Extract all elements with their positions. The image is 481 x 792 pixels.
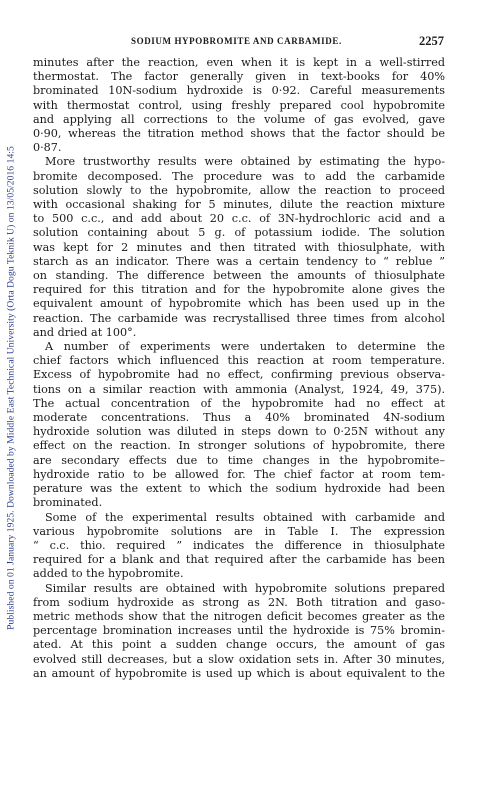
- text-line: an amount of hypobromite is used up which is about equivalent to the: [33, 666, 445, 680]
- text-line: brominated.: [33, 496, 103, 510]
- text-line: moderate concentrations. Thus a 40% brominated 4N-sodium: [33, 411, 445, 425]
- text-line: perature was the extent to which the sodium hydroxide had been: [33, 482, 445, 496]
- text-line: and applying all corrections to the volume of gas evolved, gave: [33, 112, 445, 126]
- text-line: various hypobromite solutions are in Table I. The expression: [33, 524, 445, 538]
- text-line: reaction. The carbamide was recrystallised three times from alcohol: [33, 311, 445, 325]
- page-number: 2257: [419, 34, 444, 48]
- text-line: Excess of hypobromite had no effect, confirming previous observa-: [33, 368, 445, 382]
- text-line: equivalent amount of hypobromite which has been used up in the: [33, 297, 445, 311]
- text-line: “ c.c. thio. required ” indicates the difference in thiosulphate: [33, 538, 445, 552]
- running-head: [33, 34, 445, 52]
- text-line: hydroxide solution was diluted in steps down to 0·25N without any: [33, 425, 445, 439]
- text-line: minutes after the reaction, even when it is kept in a well-stirred: [33, 56, 445, 69]
- text-line: ated. At this point a sudden change occurs, the amount of gas: [33, 638, 445, 652]
- text-line: solution slowly to the hypobromite, allow the reaction to proceed: [33, 183, 445, 197]
- running-title: SODIUM HYPOBROMITE AND CARBAMIDE.: [131, 36, 342, 46]
- text-line: 0·87.: [33, 141, 62, 155]
- article-body: [33, 56, 445, 681]
- text-line: added to the hypobromite.: [33, 567, 184, 581]
- text-line: metric methods show that the nitrogen deficit becomes greater as the: [33, 609, 445, 623]
- text-line: with thermostat control, using freshly prepared cool hypobromite: [33, 98, 445, 112]
- text-line: A number of experiments were undertaken to determine the: [45, 340, 445, 354]
- text-line: 0·90, whereas the titration method shows that the factor should be: [33, 127, 445, 141]
- text-line: The actual concentration of the hypobromite had no effect at: [33, 396, 445, 410]
- text-line: required for a blank and that required after the carbamide has been: [33, 553, 445, 567]
- text-line: required for this titration and for the hypobromite alone gives the: [33, 283, 445, 297]
- text-line: tions on a similar reaction with ammonia (Analyst, 1924, 49, 375).: [33, 382, 445, 396]
- text-line: chief factors which influenced this reaction at room temperature.: [33, 354, 445, 368]
- text-line: are secondary effects due to time changes in the hypobromite–: [33, 453, 445, 467]
- text-line: percentage bromination increases until the hydroxide is 75% bromin-: [33, 624, 445, 638]
- paragraph: [33, 582, 445, 681]
- paragraph: [33, 511, 445, 582]
- text-line: solution containing about 5 g. of potassium iodide. The solution: [33, 226, 445, 240]
- text-line: from sodium hydroxide as strong as 2N. Both titration and gaso-: [33, 595, 445, 609]
- download-watermark-text: Published on 01 January 1925. Downloaded by Middle East Technical University (Orta Dogu Teknik U) on 13/05/2016 14:5: [5, 146, 17, 630]
- journal-page: [33, 34, 445, 774]
- text-line: effect on the reaction. In stronger solutions of hypobromite, there: [33, 439, 445, 453]
- download-watermark-strip: [0, 0, 22, 792]
- text-line: bromite decomposed. The procedure was to add the carbamide: [33, 169, 445, 183]
- text-line: with occasional shaking for 5 minutes, dilute the reaction mixture: [33, 198, 445, 212]
- text-line: thermostat. The factor generally given in text-books for 40%: [33, 70, 445, 84]
- paragraph: [33, 155, 445, 340]
- paragraph: [33, 340, 445, 510]
- text-line: More trustworthy results were obtained by estimating the hypo-: [45, 155, 445, 169]
- text-line: on standing. The difference between the amounts of thiosulphate: [33, 269, 445, 283]
- text-line: Some of the experimental results obtained with carbamide and: [45, 510, 445, 524]
- text-line: evolved still decreases, but a slow oxidation sets in. After 30 minutes,: [33, 652, 445, 666]
- text-line: to 500 c.c., and add about 20 c.c. of 3N-hydrochloric acid and a: [33, 212, 445, 226]
- text-line: and dried at 100°.: [33, 325, 137, 339]
- text-line: Similar results are obtained with hypobromite solutions prepared: [45, 581, 445, 595]
- paragraph: [33, 56, 445, 155]
- text-line: was kept for 2 minutes and then titrated with thiosulphate, with: [33, 240, 445, 254]
- text-line: brominated 10N-sodium hydroxide is 0·92. Careful measurements: [33, 84, 445, 98]
- text-line: starch as an indicator. There was a certain tendency to “ reblue ”: [33, 254, 445, 268]
- text-line: hydroxide ratio to be allowed for. The chief factor at room tem-: [33, 467, 445, 481]
